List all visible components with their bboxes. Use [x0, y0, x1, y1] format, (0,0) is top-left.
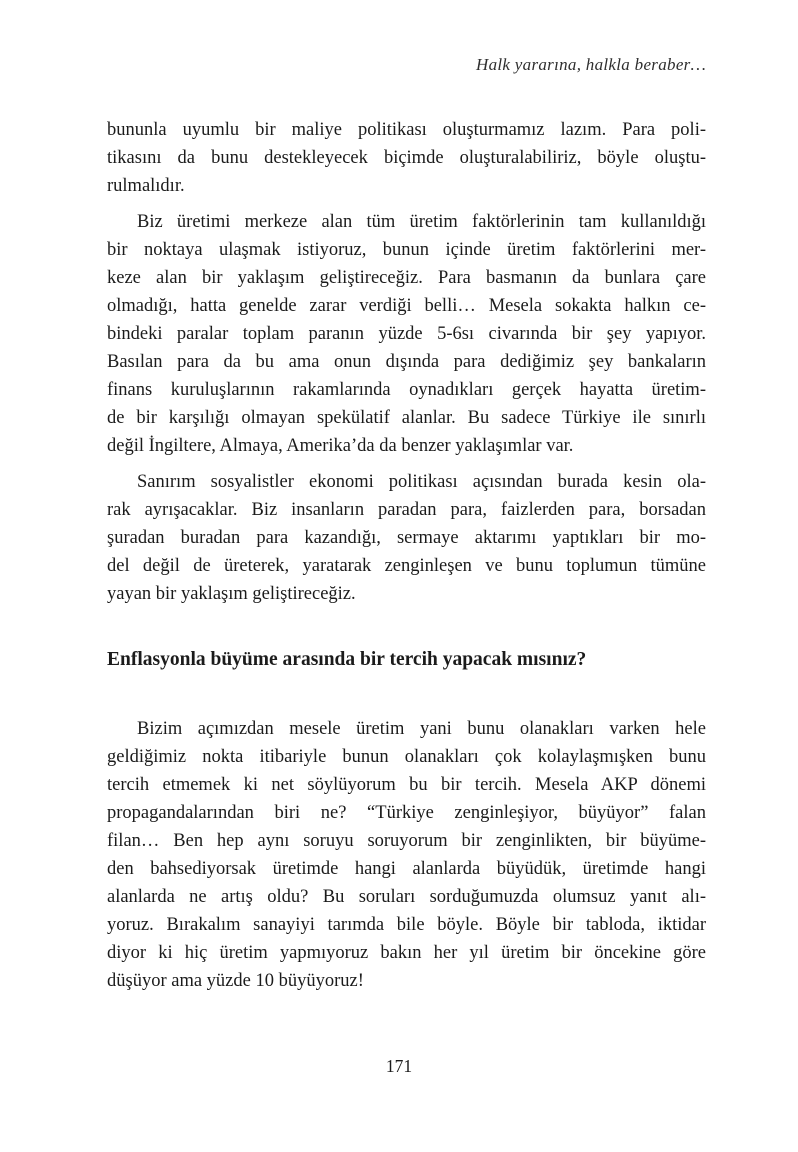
text-line: rulmalıdır.: [107, 176, 185, 196]
text-line: Basılan para da bu ama onun dışında para dediğimiz şey bankaların: [107, 352, 706, 372]
text-line: diyor ki hiç üretim yapmıyoruz bakın her yıl üretim bir öncekine göre: [107, 943, 706, 963]
text-line: keze alan bir yaklaşım geliştireceğiz. Para basmanın da bunlara çare: [107, 268, 706, 288]
text-line: bununla uyumlu bir maliye politikası oluşturmamız lazım. Para poli-: [107, 120, 706, 140]
running-header: Halk yararına, halkla beraber…: [476, 55, 706, 74]
text-line: del değil de üreterek, yaratarak zenginleşen ve bunu toplumun tümüne: [107, 556, 706, 576]
text-line: düşüyor ama yüzde 10 büyüyoruz!: [107, 971, 364, 991]
text-line: bir noktaya ulaşmak istiyoruz, bunun içinde üretim faktörlerini mer-: [107, 240, 706, 260]
text-line: Sanırım sosyalistler ekonomi politikası açısından burada kesin ola-: [137, 472, 706, 492]
text-line: yoruz. Bırakalım sanayiyi tarımda bile böyle. Böyle bir tabloda, iktidar: [107, 915, 706, 935]
section-heading: Enflasyonla büyüme arasında bir tercih yapacak mısınız?: [107, 649, 587, 670]
text-line: geldiğimiz nokta itibariyle bunun olanakları çok kolaylaşmışken bunu: [107, 747, 706, 767]
text-line: propagandalarından biri ne? “Türkiye zenginleşiyor, büyüyor” falan: [107, 803, 706, 823]
text-line: şuradan buradan para kazandığı, sermaye aktarımı yaptıkları bir mo-: [107, 528, 706, 548]
paragraph: [107, 468, 706, 608]
text-line: bindeki paralar toplam paranın yüzde 5-6sı civarında bir şey yapıyor.: [107, 324, 706, 344]
text-line: den bahsediyorsak üretimde hangi alanlarda büyüdük, üretimde hangi: [107, 859, 706, 879]
paragraph: [107, 208, 706, 460]
text-line: tikasını da bunu destekleyecek biçimde oluşturalabiliriz, böyle oluştu-: [107, 148, 706, 168]
text-line: alanlarda ne artış oldu? Bu soruları sorduğumuzda olumsuz yanıt alı-: [107, 887, 706, 907]
text-line: tercih etmemek ki net söylüyorum bu bir tercih. Mesela AKP dönemi: [107, 775, 706, 795]
text-line: olmadığı, hatta genelde zarar verdiği belli… Mesela sokakta halkın ce-: [107, 296, 706, 316]
text-line: yayan bir yaklaşım geliştireceğiz.: [107, 584, 356, 604]
text-line: değil İngiltere, Almaya, Amerika’da da benzer yaklaşımlar var.: [107, 436, 574, 456]
text-line: de bir karşılığı olmayan spekülatif alanlar. Bu sadece Türkiye ile sınırlı: [107, 408, 706, 428]
text-line: finans kuruluşlarının rakamlarında oynadıkları gerçek hayatta üretim-: [107, 380, 706, 400]
text-line: Biz üretimi merkeze alan tüm üretim faktörlerinin tam kullanıldığı: [137, 212, 706, 232]
text-line: filan… Ben hep aynı soruyu soruyorum bir zenginlikten, bir büyüme-: [107, 831, 706, 851]
page-number: 171: [385, 1056, 413, 1076]
text-line: Bizim açımızdan mesele üretim yani bunu olanakları varken hele: [137, 719, 706, 739]
paragraph: [107, 116, 706, 200]
text-line: rak ayrışacaklar. Biz insanların paradan para, faizlerden para, borsadan: [107, 500, 706, 520]
body-text: [107, 77, 706, 995]
paragraph: [107, 715, 706, 995]
